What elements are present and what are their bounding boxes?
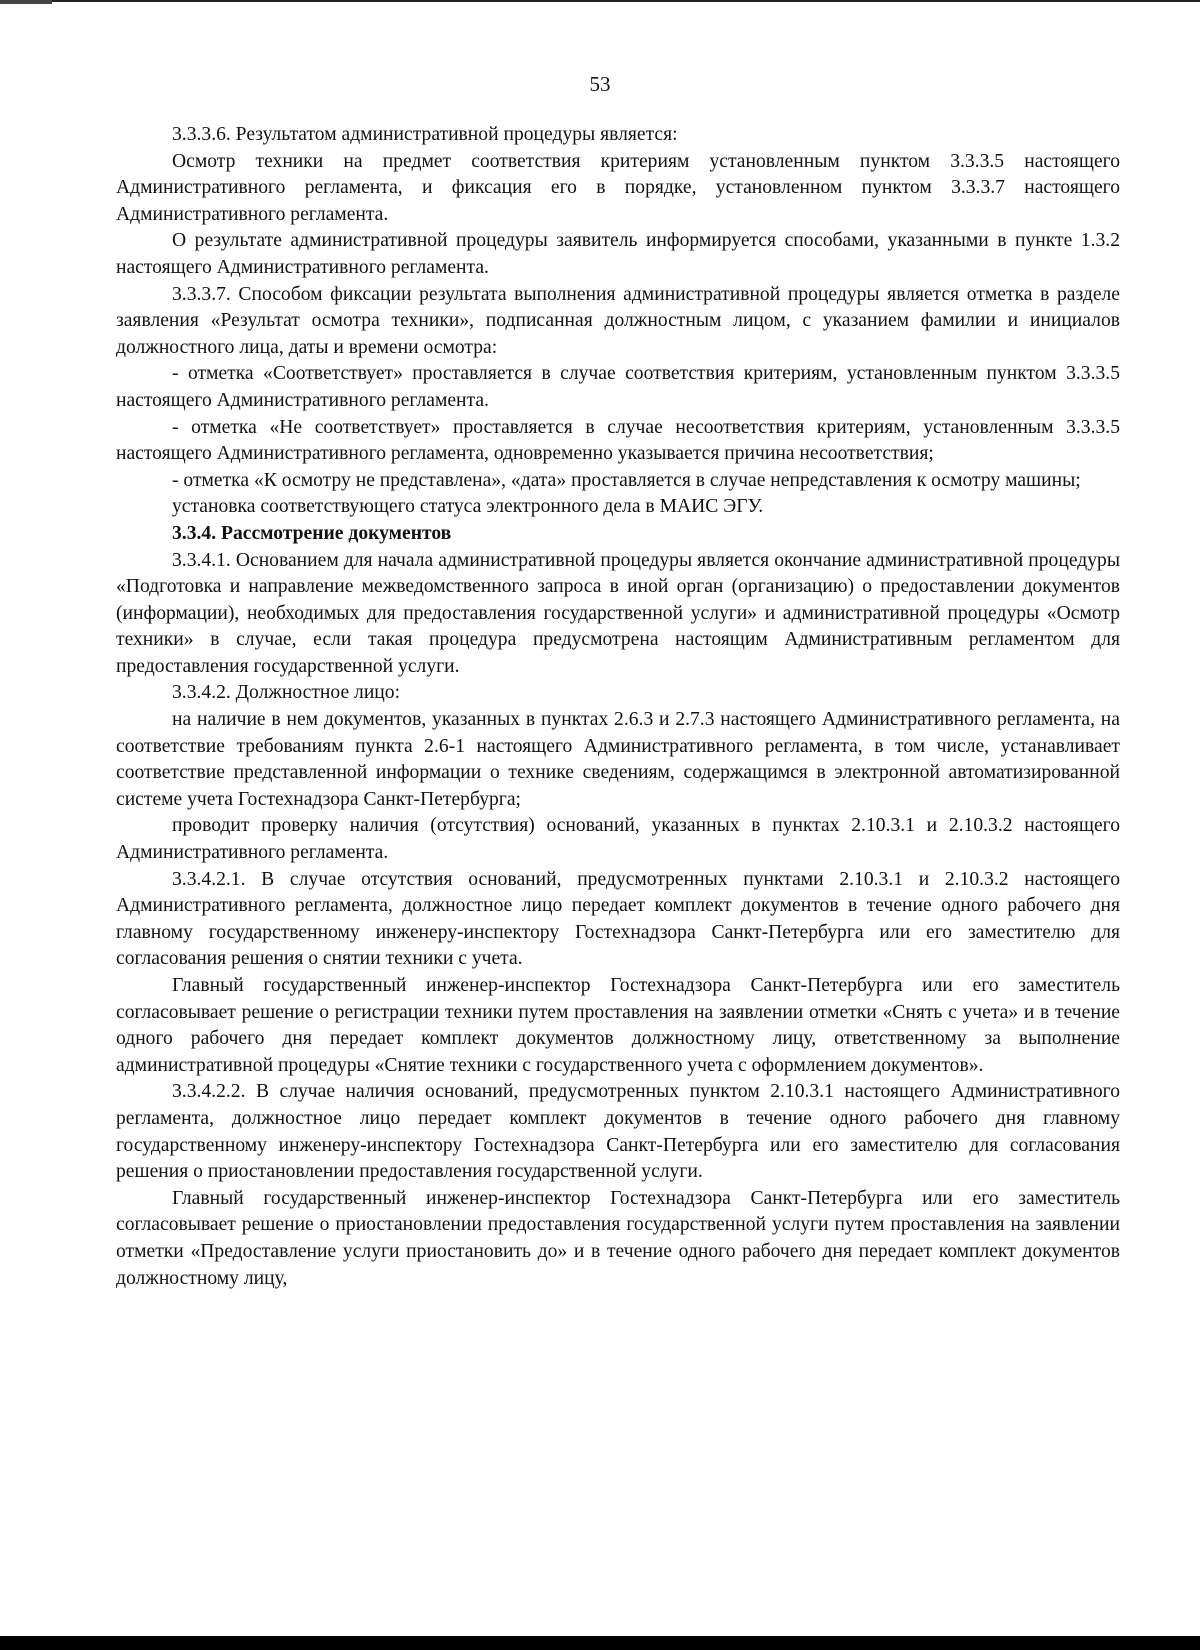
section-heading-3-3-4: 3.3.4. Рассмотрение документов bbox=[172, 522, 452, 544]
paragraph-3-3-3-7: 3.3.3.7. Способом фиксации результата выполнения административной процедуры является отметка в разделе заявления «Результат осмотра техники», подписанная должностным лицом, с указанием фамилии и инициалов должностного лица, даты и времени осмотра: bbox=[116, 283, 1120, 358]
paragraph-chief-approval-suspension: Главный государственный инженер-инспектор Гостехнадзора Санкт-Петербурга или его заместитель согласовывает решение о приостановлении предоставления государственной услуги путем проставления на заявлении отметки «Предоставление услуги приостановить до» и в течение одного рабочего дня передает комплект документов должностному лицу, bbox=[116, 1187, 1120, 1289]
scan-edge-bottom bbox=[0, 1636, 1200, 1650]
paragraph-applicant-informed: О результате административной процедуры заявитель информируется способами, указанными в пункте 1.3.2 настоящего Административного регламента. bbox=[116, 230, 1120, 278]
paragraph-grounds-check: проводит проверку наличия (отсутствия) оснований, указанных в пунктах 2.10.3.1 и 2.10.3.2 настоящего Административного регламента. bbox=[116, 815, 1120, 864]
paragraph-inspection-result: Осмотр техники на предмет соответствия критериям установленным пунктом 3.3.3.5 настоящего Административного регламента, и фиксация его в порядке, установленном пунктом 3.3.3.7 настоящего Административного регламента. bbox=[116, 150, 1120, 225]
page-number: 53 bbox=[589, 72, 611, 96]
paragraph-3-3-4-2-2: 3.3.4.2.2. В случае наличия оснований, предусмотренных пунктом 2.10.3.1 настоящего Административного регламента, должностное лицо передает комплект документов в течение одного рабочего дня главному государственному инженеру-инспектору Гостехнадзора Санкт-Петербурга или его заместителю для согласования решения о приостановлении предоставления государственной услуги. bbox=[116, 1081, 1120, 1183]
list-item-complies: - отметка «Соответствует» проставляется в случае соответствия критериям, установленным пунктом 3.3.3.5 настоящего Административного регламента. bbox=[116, 363, 1120, 411]
list-item-not-presented: - отметка «К осмотру не представлена», «дата» проставляется в случае непредставления к осмотру машины; bbox=[172, 469, 1081, 491]
list-item-not-complies: - отметка «Не соответствует» проставляется в случае несоответствия критериям, установленным 3.3.3.5 настоящего Административного регламента, одновременно указывается причина несоответствия; bbox=[116, 416, 1120, 465]
paragraph-3-3-4-2: 3.3.4.2. Должностное лицо: bbox=[172, 682, 401, 704]
scan-mark-top-left bbox=[0, 0, 52, 4]
paragraph-3-3-3-6: 3.3.3.6. Результатом административной процедуры является: bbox=[172, 124, 678, 145]
paragraph-documents-check: на наличие в нем документов, указанных в пунктах 2.6.3 и 2.7.3 настоящего Административного регламента, на соответствие требованиям пункта 2.6-1 настоящего Административного регламента, в том числе, устанавливает соответствие представленной информации о технике сведениям, содержащимся в электронной автоматизированной системе учета Гостехнадзора Санкт-Петербурга; bbox=[116, 709, 1120, 810]
scan-edge-top bbox=[0, 0, 1200, 2]
paragraph-status-setting: установка соответствующего статуса электронного дела в МАИС ЭГУ. bbox=[172, 496, 764, 518]
paragraph-chief-approval-removal: Главный государственный инженер-инспектор Гостехнадзора Санкт-Петербурга или его заместитель согласовывает решение о регистрации техники путем проставления на заявлении отметки «Снять с учета» и в течение одного рабочего дня передает комплект документов должностному лицу, ответственному за выполнение административной процедуры «Снятие техники с государственного учета с оформлением документов». bbox=[116, 975, 1120, 1076]
document-body bbox=[116, 122, 1120, 1292]
paragraph-3-3-4-2-1: 3.3.4.2.1. В случае отсутствия оснований, предусмотренных пунктами 2.10.3.1 и 2.10.3.2 настоящего Административного регламента, должностное лицо передает комплект документов в течение одного рабочего дня главному государственному инженеру-инспектору Гостехнадзора Санкт-Петербурга или его заместителю для согласования решения о снятии техники с учета. bbox=[116, 868, 1120, 970]
paragraph-3-3-4-1: 3.3.4.1. Основанием для начала административной процедуры является окончание административной процедуры «Подготовка и направление межведомственного запроса в иной орган (организацию) о предоставлении документов (информации), необходимых для предоставления государственной услуги» и административной процедуры «Осмотр техники» в случае, если такая процедура предусмотрена настоящим Административным регламентом для предоставления государственной услуги. bbox=[116, 549, 1120, 677]
